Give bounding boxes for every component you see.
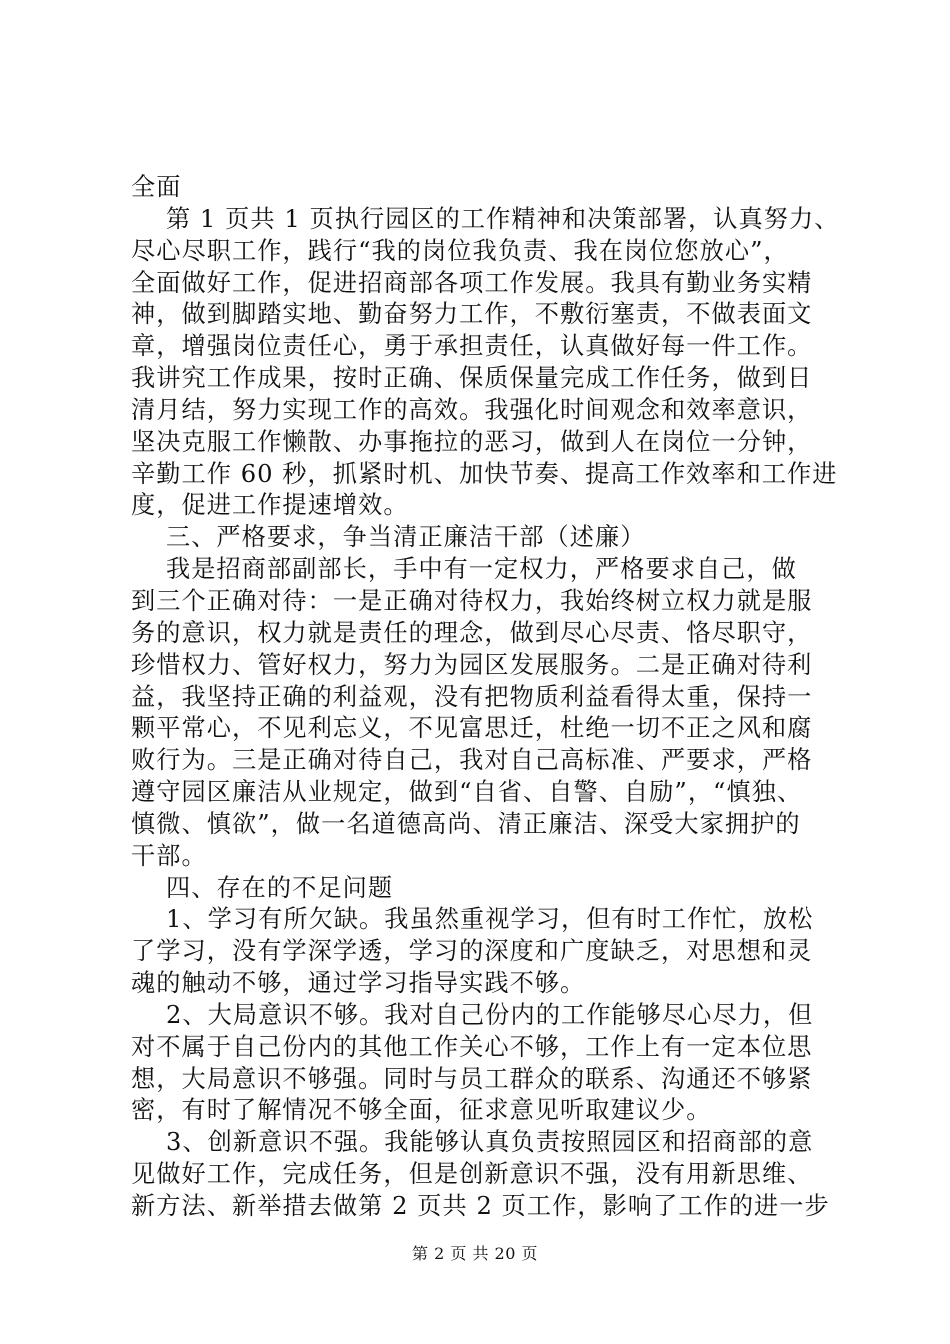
text-line: 神，做到脚踏实地、勤奋努力工作，不敷衍塞责，不做表面文: [131, 300, 813, 329]
text-line: 干部。: [131, 841, 207, 870]
text-line: 珍惜权力、管好权力，努力为园区发展服务。二是正确对待利: [131, 650, 813, 679]
text-line: 对不属于自己份内的其他工作关心不够，工作上有一定本位思: [131, 1032, 813, 1061]
text-line: 我讲究工作成果，按时正确、保质保量完成工作任务，做到日: [131, 364, 813, 393]
section-heading: 四、存在的不足问题: [131, 873, 394, 902]
text-line: 密，有时了解情况不够全面，征求意见听取建议少。: [131, 1096, 712, 1125]
text-line: 辛勤工作 60 秒，抓紧时机、加快节奏、提高工作效率和工作进: [131, 459, 838, 488]
text-line: 败行为。三是正确对待自己，我对自己高标准、严要求，严格: [131, 746, 813, 775]
text-line: 新方法、新举措去做第 2 页共 2 页工作，影响了工作的进一步: [131, 1192, 830, 1220]
text-line: 章，增强岗位责任心，勇于承担责任，认真做好每一件工作。: [131, 332, 813, 361]
text-line: 务的意识，权力就是责任的理念，做到尽心尽责、恪尽职守，: [131, 618, 813, 647]
text-line: 遵守园区廉洁从业规定，做到“自省、自警、自励”，“慎独、: [131, 778, 803, 807]
page-number: 第 2 页 共 20 页: [412, 1244, 538, 1263]
text-line: 第 1 页共 1 页执行园区的工作精神和决策部署，认真努力、: [131, 204, 840, 233]
text-line: 了学习，没有学深学透，学习的深度和广度缺乏，对思想和灵: [131, 937, 813, 966]
text-line: 到三个正确对待：一是正确对待权力，我始终树立权力就是服: [131, 586, 813, 615]
text-line: 度，促进工作提速增效。: [131, 491, 409, 520]
document-body: [131, 172, 840, 1223]
section-heading: 三、严格要求，争当清正廉洁干部（述廉）: [131, 523, 646, 552]
text-line: 1、学习有所欠缺。我虽然重视学习，但有时工作忙，放松: [131, 905, 814, 934]
text-line: 全面做好工作，促进招商部各项工作发展。我具有勤业务实精: [131, 268, 813, 297]
text-line: 全面: [131, 173, 182, 201]
text-line: 2、大局意识不够。我对自己份内的工作能够尽心尽力，但: [131, 1000, 814, 1029]
text-line: 我是招商部副部长，手中有一定权力，严格要求自己，做: [131, 555, 797, 584]
text-line: 清月结，努力实现工作的高效。我强化时间观念和效率意识，: [131, 395, 813, 424]
text-line: 益，我坚持正确的利益观，没有把物质利益看得太重，保持一: [131, 682, 813, 711]
text-line: 想，大局意识不够强。同时与员工群众的联系、沟通还不够紧: [131, 1064, 813, 1093]
page-footer: [0, 1244, 950, 1264]
text-line: 见做好工作，完成任务，但是创新意识不强，没有用新思维、: [131, 1160, 813, 1189]
text-line: 慎微、慎欲”，做一名道德高尚、清正廉洁、深受大家拥护的: [131, 809, 801, 838]
text-line: 尽心尽职工作，践行“我的岗位我负责、我在岗位您放心”，: [131, 236, 789, 265]
text-line: 颗平常心，不见利忘义，不见富思迁，杜绝一切不正之风和腐: [131, 714, 813, 743]
text-line: 3、创新意识不强。我能够认真负责按照园区和招商部的意: [131, 1128, 814, 1157]
text-line: 坚决克服工作懒散、办事拖拉的恶习，做到人在岗位一分钟，: [131, 427, 813, 456]
text-line: 魂的触动不够，通过学习指导实践不够。: [131, 969, 586, 998]
